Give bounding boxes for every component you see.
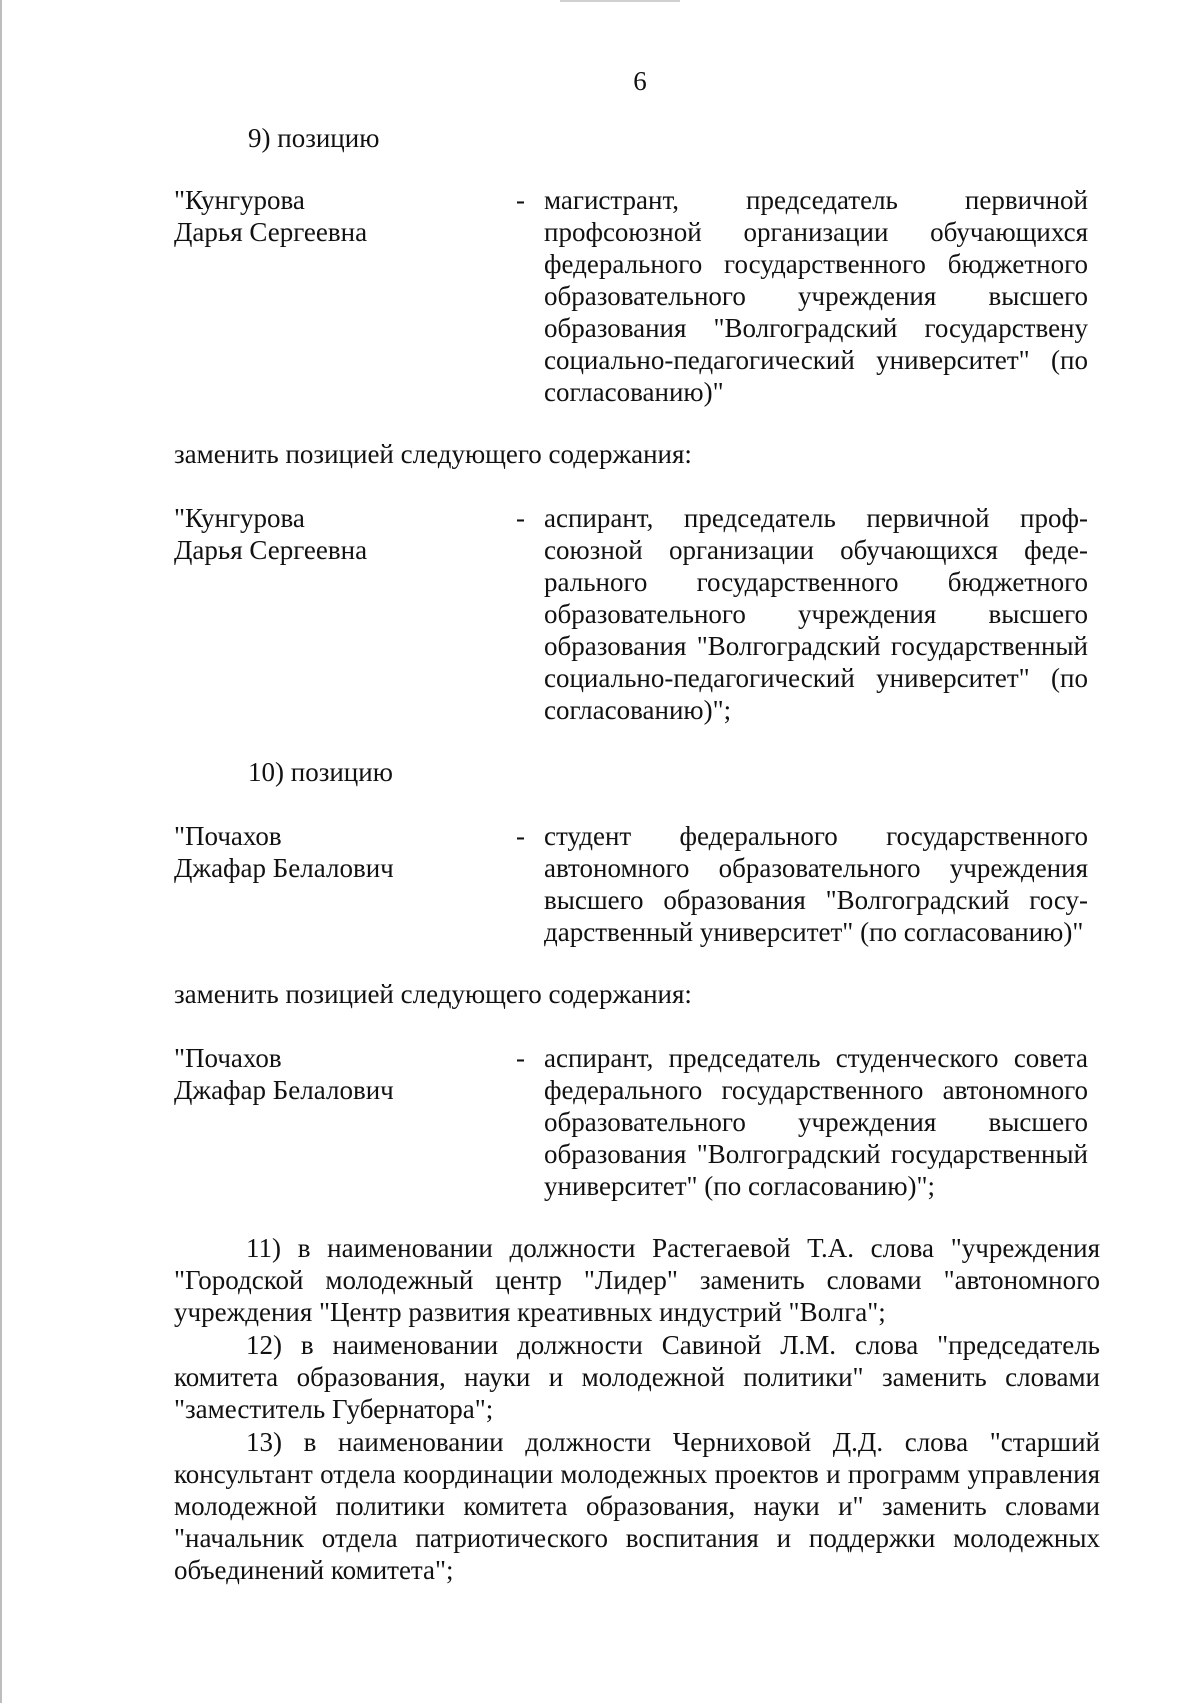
scan-left-edge (0, 0, 2, 1703)
page-number: 6 (633, 66, 647, 96)
item-10-label: 10) позицию (248, 757, 393, 787)
item-9-replace-label: заменить позицией следующего содержания: (174, 439, 692, 469)
entry-dash: - (516, 1043, 525, 1073)
entry-name (174, 502, 504, 566)
item-9-label: 9) позицию (248, 123, 380, 153)
entry-name (174, 184, 504, 248)
entry-description: аспирант, председатель первичной профсоюзной организации обучающихся федерального государственного бюджетного образовательного учреждения высшего образования "Волгоградский государственный социально-педагогический университет" (по согласованию)"; (544, 503, 1088, 725)
entry-given-names: Дарья Сергеевна (174, 217, 368, 247)
item-10-replace-label: заменить позицией следующего содержания: (174, 979, 692, 1009)
entry-surname: "Кунгурова (174, 503, 305, 533)
entry-description: аспирант, председатель студенческого совета федерального государственного автономного образовательного учреждения высшего образования "Волгоградский государственный университет" (по согласованию)"; (544, 1043, 1088, 1201)
entry-description: студент федерального государственного автономного образовательного учреждения высшего образования "Волгоградский государственный университет" (по согласованию)" (544, 821, 1088, 947)
paragraph-item-13: 13) в наименовании должности Черниховой Д.Д. слова "старший консультант отдела координации молодежных проектов и программ управления молодежной политики комитета образования, науки и" заменить словами "начальник отдела патриотического воспитания и поддержки молодежных объединений комитета"; (174, 1427, 1100, 1585)
entry-surname: "Почахов (174, 1043, 282, 1073)
entry-description: магистрант, председатель первичной профсоюзной организации обучающихся федерального государственного бюджетного образовательного учреждения высшего образования "Волгоградский государственy социально-педагогический университет" (по согласованию)" (544, 185, 1088, 407)
paragraph-item-12: 12) в наименовании должности Савиной Л.М. слова "председатель комитета образования, науки и молодежной политики" заменить словами "заместитель Губернатора"; (174, 1330, 1100, 1424)
entry-name (174, 1042, 504, 1106)
entry-given-names: Джафар Белалович (174, 853, 394, 883)
entry-dash: - (516, 503, 525, 533)
entry-name (174, 820, 504, 884)
entry-surname: "Почахов (174, 821, 282, 851)
entry-dash: - (516, 821, 525, 851)
scan-top-edge (560, 0, 680, 2)
entry-given-names: Дарья Сергеевна (174, 535, 368, 565)
entry-given-names: Джафар Белалович (174, 1075, 394, 1105)
entry-dash: - (516, 185, 525, 215)
paragraph-item-11: 11) в наименовании должности Растегаевой Т.А. слова "учреждения "Городской молодежный центр "Лидер" заменить словами "автономного учреждения "Центр развития креативных индустрий "Волга"; (174, 1233, 1100, 1327)
entry-surname: "Кунгурова (174, 185, 305, 215)
